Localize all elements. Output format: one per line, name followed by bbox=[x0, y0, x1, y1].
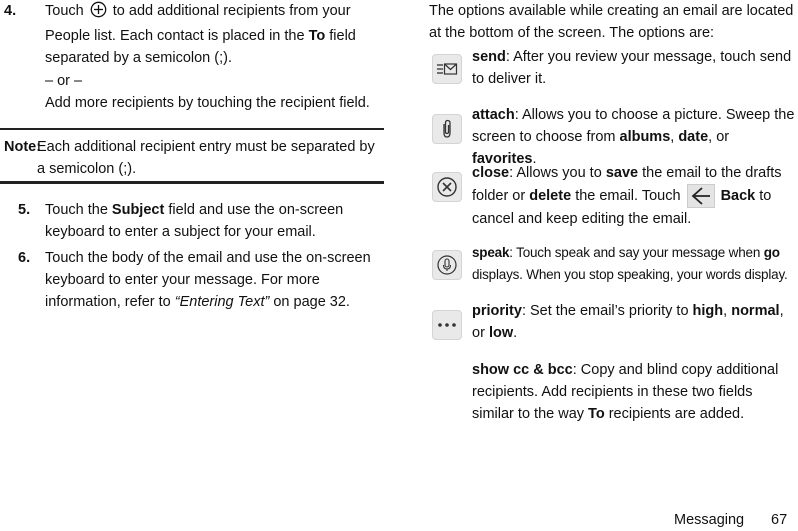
step-4-text-after: to add additional recipients from your People list. Each contact is placed in the bbox=[45, 3, 351, 44]
send-icon bbox=[432, 54, 462, 84]
option-show-cc-bcc bbox=[472, 359, 798, 425]
option-attach-text: : Allows you to choose a picture. Sweep the screen to choose from bbox=[472, 107, 795, 145]
add-recipient-icon bbox=[90, 1, 107, 25]
option-close-term: close bbox=[472, 165, 510, 181]
note-bottom-rule bbox=[0, 181, 384, 184]
attach-icon bbox=[432, 114, 462, 144]
albums-label: albums bbox=[619, 129, 671, 145]
close-icon bbox=[432, 172, 462, 202]
to-field-label: To bbox=[308, 28, 326, 44]
subject-field-label: Subject bbox=[111, 202, 165, 218]
delete-label: delete bbox=[529, 188, 572, 204]
page-number: 67 bbox=[771, 512, 788, 528]
step-5-number: 5. bbox=[18, 202, 31, 218]
option-close bbox=[472, 162, 798, 230]
option-attach-term: attach bbox=[472, 107, 515, 123]
to-label: To bbox=[588, 406, 605, 422]
date-label: date bbox=[678, 129, 709, 145]
option-speak-term: speak bbox=[472, 245, 510, 260]
step-6-body: Touch the body of the email and use the on-screen keyboard to enter your message. For more information, refer to bbox=[45, 250, 371, 310]
step-5-text-after: field and use the on-screen keyboard to enter a subject for your email. bbox=[45, 202, 344, 240]
step-4-text-end: field separated by a semicolon (;). bbox=[45, 28, 356, 66]
step-4-alt: Add more recipients by touching the recipient field. bbox=[45, 95, 370, 111]
option-close-text-2: the email to the drafts folder or bbox=[472, 165, 782, 204]
option-speak-text-2: displays. When you stop speaking, your words display. bbox=[472, 267, 788, 282]
note-text: Each additional recipient entry must be separated by a semicolon (;). bbox=[37, 139, 375, 177]
options-intro: The options available while creating an email are located at the bottom of the screen. The options are: bbox=[429, 3, 794, 41]
option-send-term: send bbox=[472, 49, 506, 65]
high-label: high bbox=[692, 303, 724, 319]
option-attach: attach: Allows you to choose a picture. Sweep the screen to choose from albums, date, or favorites. bbox=[472, 107, 795, 167]
option-showcc-term: show cc & bcc bbox=[472, 362, 573, 378]
option-showcc-text-2: recipients are added. bbox=[608, 406, 745, 422]
speak-icon bbox=[432, 250, 462, 280]
normal-label: normal bbox=[731, 303, 780, 319]
step-5-text-before: Touch the bbox=[45, 202, 108, 218]
step-4-text-before: Touch bbox=[45, 3, 84, 19]
step-4-text bbox=[45, 0, 385, 69]
option-showcc-text: : Copy and blind copy additional recipients. Add recipients in these two fields similar to the way bbox=[472, 362, 779, 422]
note-top-rule bbox=[0, 128, 384, 130]
low-label: low bbox=[488, 325, 514, 341]
note-text-wrapper bbox=[37, 136, 382, 180]
back-label: Back bbox=[720, 188, 756, 204]
step-6-text bbox=[45, 247, 385, 313]
favorites-label: favorites bbox=[472, 151, 533, 167]
option-send bbox=[472, 46, 797, 90]
option-priority-term: priority bbox=[472, 303, 522, 319]
option-close-text-3: the email. Touch bbox=[575, 188, 681, 204]
footer-section: Messaging bbox=[674, 512, 745, 528]
step-6-page-ref: on page 32. bbox=[273, 294, 350, 310]
back-icon bbox=[687, 184, 715, 208]
option-priority: priority: Set the email’s priority to high, normal, or low. bbox=[472, 303, 784, 341]
priority-or: or bbox=[472, 325, 485, 341]
option-close-text-4: to cancel and keep editing the email. bbox=[472, 188, 772, 227]
option-speak bbox=[472, 242, 798, 286]
note-label: Note: bbox=[4, 139, 42, 155]
entering-text-reference[interactable]: “Entering Text” bbox=[174, 294, 270, 310]
save-label: save bbox=[605, 165, 639, 181]
attach-or: , or bbox=[708, 129, 730, 145]
step-5-text bbox=[45, 199, 345, 243]
more-icon bbox=[432, 310, 462, 340]
go-label: go bbox=[763, 245, 780, 260]
step-6-number: 6. bbox=[18, 250, 31, 266]
option-close-text-1: : Allows you to bbox=[509, 165, 602, 181]
option-speak-text-1: : Touch speak and say your message when bbox=[509, 245, 761, 260]
option-send-text: : After you review your message, touch send to deliver it. bbox=[472, 49, 792, 87]
or-separator: – or – bbox=[45, 73, 83, 89]
step-4-number: 4. bbox=[4, 3, 17, 19]
option-priority-text: : Set the email’s priority to bbox=[521, 303, 689, 319]
